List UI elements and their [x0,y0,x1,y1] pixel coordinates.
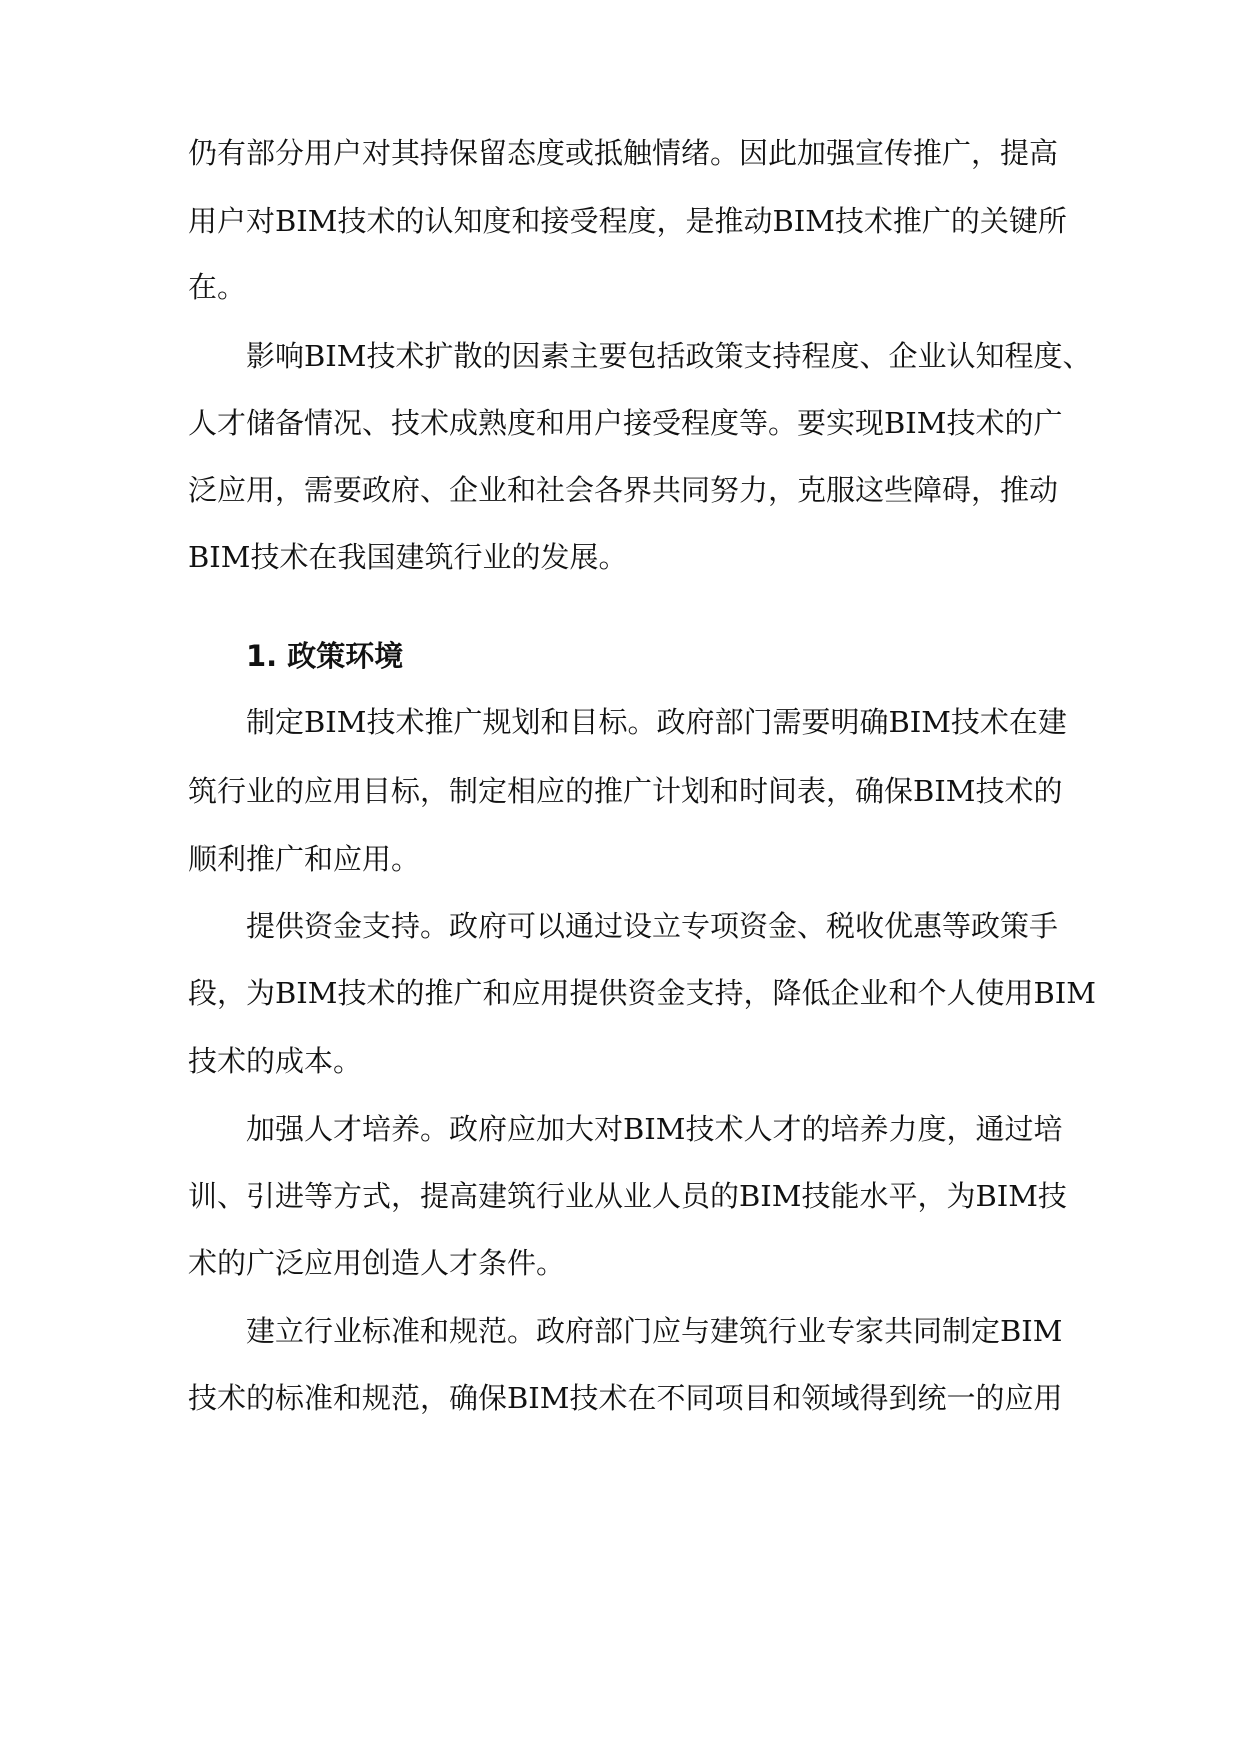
paragraph-6-line-2: 技术的标准和规范，确保BIM技术在不同项目和领域得到统一的应用 [188,1381,1063,1415]
paragraph-5-line-1: 加强人才培养。政府应加大对BIM技术人才的培养力度，通过培 [246,1112,1063,1146]
paragraph-3-line-3: 顺利推广和应用。 [188,842,421,876]
section-heading: 1. 政策环境 [246,639,404,673]
paragraph-5-line-3: 术的广泛应用创造人才条件。 [188,1246,566,1280]
paragraph-2-line-2: 人才储备情况、技术成熟度和用户接受程度等。要实现BIM技术的广 [188,406,1063,440]
paragraph-6-line-1: 建立行业标准和规范。政府部门应与建筑行业专家共同制定BIM [246,1314,1063,1348]
paragraph-5-line-2: 训、引进等方式，提高建筑行业从业人员的BIM技能水平，为BIM技 [188,1179,1067,1213]
paragraph-4-line-3: 技术的成本。 [188,1044,363,1078]
paragraph-1-line-3: 在。 [188,270,247,304]
paragraph-3-line-2: 筑行业的应用目标，制定相应的推广计划和时间表，确保BIM技术的 [188,774,1063,808]
paragraph-2-line-3: 泛应用，需要政府、企业和社会各界共同努力，克服这些障碍，推动 [188,473,1059,507]
paragraph-2-line-1: 影响BIM技术扩散的因素主要包括政策支持程度、企业认知程度、 [246,339,1092,373]
paragraph-2-line-4: BIM技术在我国建筑行业的发展。 [188,540,628,574]
paragraph-4-line-1: 提供资金支持。政府可以通过设立专项资金、税收优惠等政策手 [246,909,1059,943]
paragraph-1-line-1: 仍有部分用户对其持保留态度或抵触情绪。因此加强宣传推广，提高 [188,136,1059,170]
paragraph-1-line-2: 用户对BIM技术的认知度和接受程度，是推动BIM技术推广的关键所 [188,204,1067,238]
paragraph-3-line-1: 制定BIM技术推广规划和目标。政府部门需要明确BIM技术在建 [246,705,1067,739]
paragraph-4-line-2: 段，为BIM技术的推广和应用提供资金支持，降低企业和个人使用BIM [188,976,1096,1010]
